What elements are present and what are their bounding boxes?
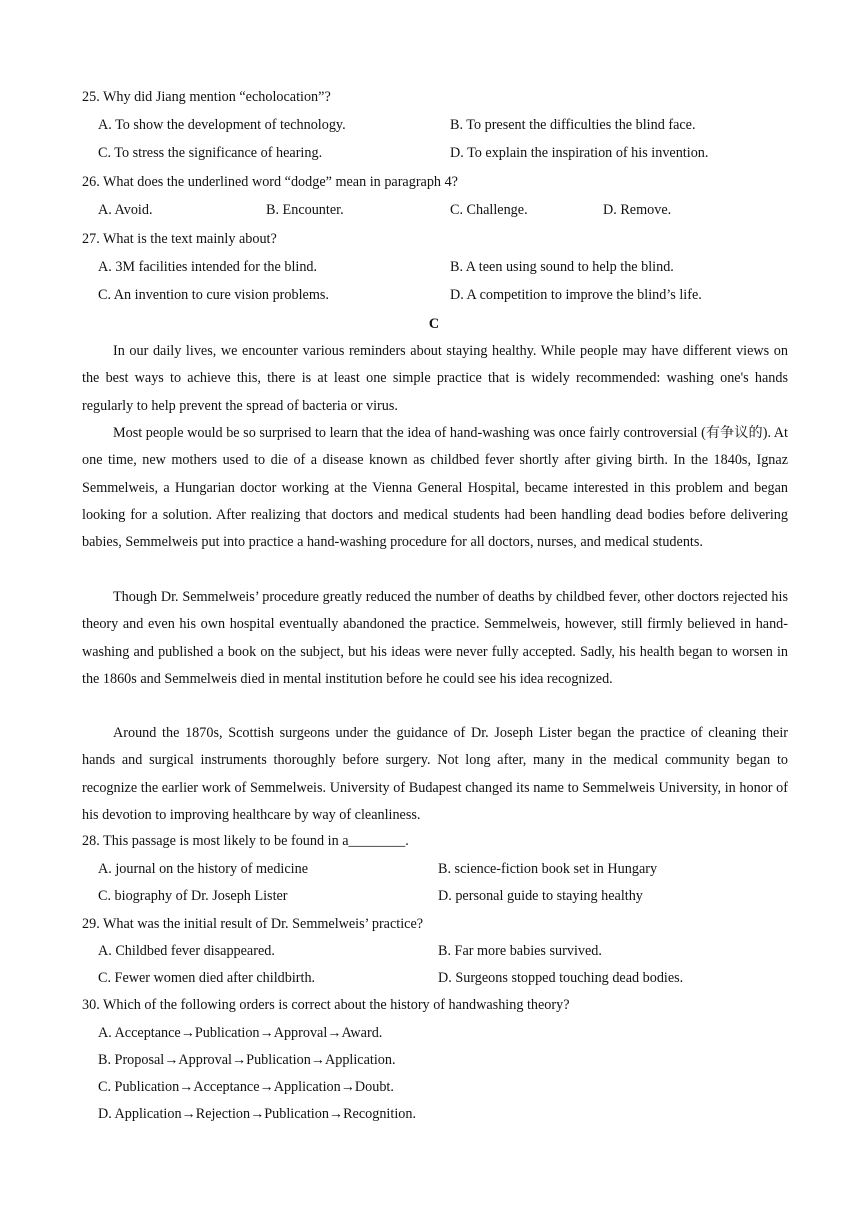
passage-paragraph-2: Most people would be so surprised to learn that the idea of hand-washing was once fairly controversial (有争议的). At one time, new mothers used to die of a disease known as childbed fever shortly after giving birth. In the 1840s, Ignaz Semmelweis, a Hungarian doctor working at the Vienna General Hospital, became interested in this problem and began looking for a solution. After realizing that doctors and medical students had been handling dead bodies before delivering babies, Semmelweis put into practice a hand-washing procedure for all doctors, nurses, and medical students.: [82, 425, 788, 551]
question-29-option-d: D. Surgeons stopped touching dead bodies.: [438, 970, 684, 986]
question-30-stem: 30. Which of the following orders is correct about the history of handwashing theory?: [82, 997, 570, 1013]
passage-paragraph-3: Though Dr. Semmelweis’ procedure greatly reduced the number of deaths by childbed fever, other doctors rejected his theory and even his own hospital eventually abandoned the practice. Semmelweis, however, still firmly believed in hand-washing and published a book on the subject, but his ideas were never fully accepted. Sadly, his health began to worsen in the 1860s and Semmelweis died in mental institution before he could see his idea recognized.: [82, 589, 788, 687]
question-30-option-c: C. Publication→Acceptance→Application→Doubt.: [98, 1079, 394, 1095]
question-27-option-b: B. A teen using sound to help the blind.: [450, 259, 674, 275]
question-30-option-a: A. Acceptance→Publication→Approval→Award.: [98, 1025, 383, 1041]
question-28-option-b: B. science-fiction book set in Hungary: [438, 861, 658, 877]
question-28-option-c: C. biography of Dr. Joseph Lister: [98, 888, 288, 904]
question-29-option-b: B. Far more babies survived.: [438, 943, 602, 959]
question-27-option-a: A. 3M facilities intended for the blind.: [98, 259, 318, 275]
question-30-option-d: D. Application→Rejection→Publication→Recognition.: [98, 1106, 416, 1122]
question-29-option-c: C. Fewer women died after childbirth.: [98, 970, 316, 986]
question-28-option-a: A. journal on the history of medicine: [98, 861, 309, 877]
question-27-option-c: C. An invention to cure vision problems.: [98, 287, 329, 303]
question-26-option-b: B. Encounter.: [266, 202, 344, 218]
section-heading: C: [428, 316, 440, 332]
question-30-option-b: B. Proposal→Approval→Publication→Application.: [98, 1052, 396, 1068]
question-28-stem: 28. This passage is most likely to be found in a________.: [82, 833, 409, 849]
question-28-option-d: D. personal guide to staying healthy: [438, 888, 643, 904]
question-27-option-d: D. A competition to improve the blind’s life.: [450, 287, 702, 303]
passage-paragraph-1: In our daily lives, we encounter various reminders about staying healthy. While people may have different views on the best ways to achieve this, there is at least one simple practice that is widely recommended: washing one's hands regularly to help prevent the spread of bacteria or virus.: [82, 343, 788, 414]
question-25-option-c: C. To stress the significance of hearing.: [98, 145, 323, 161]
passage-paragraph-4: Around the 1870s, Scottish surgeons under the guidance of Dr. Joseph Lister began the practice of cleaning their hands and surgical instruments thoroughly before surgery. Not long after, many in the medical community began to recognize the earlier work of Semmelweis. University of Budapest changed its name to Semmelweis University, in honor of his devotion to improving healthcare by way of cleanliness.: [82, 725, 788, 823]
question-26-stem: 26. What does the underlined word “dodge” mean in paragraph 4?: [82, 174, 458, 190]
question-27-stem: 27. What is the text mainly about?: [82, 231, 277, 247]
question-26-option-a: A. Avoid.: [98, 202, 153, 218]
question-26-option-c: C. Challenge.: [450, 202, 528, 218]
question-29-option-a: A. Childbed fever disappeared.: [98, 943, 275, 959]
question-26-option-d: D. Remove.: [603, 202, 672, 218]
question-25-option-d: D. To explain the inspiration of his invention.: [450, 145, 709, 161]
question-25-option-b: B. To present the difficulties the blind face.: [450, 117, 696, 133]
question-29-stem: 29. What was the initial result of Dr. Semmelweis’ practice?: [82, 916, 424, 932]
question-25-stem: 25. Why did Jiang mention “echolocation”?: [82, 89, 331, 105]
question-25-option-a: A. To show the development of technology.: [98, 117, 346, 133]
